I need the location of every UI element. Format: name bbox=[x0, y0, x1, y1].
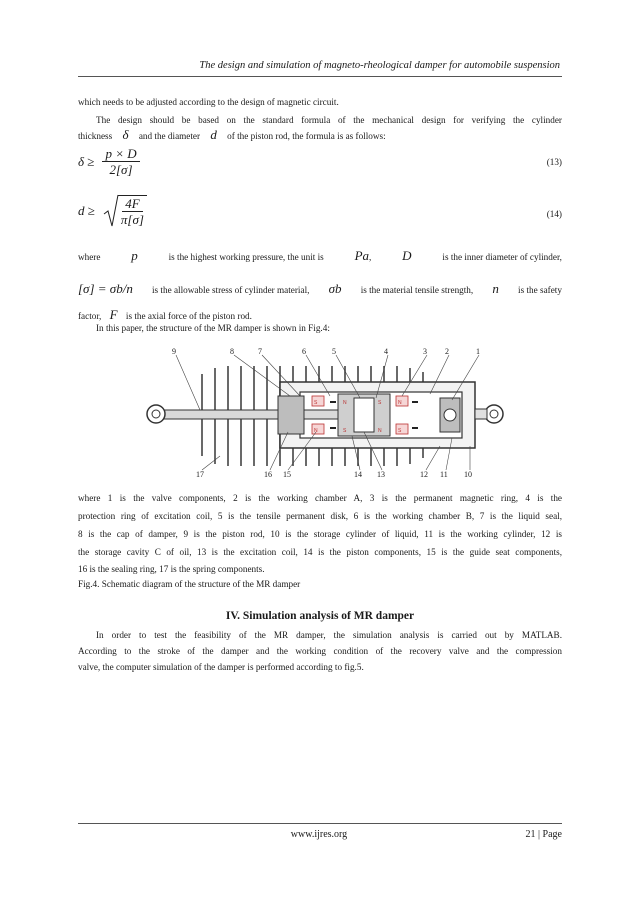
legend-line-4: the storage cavity C of oil, 13 is the excitation coil, 14 is the piston components, 15 is the guide seat components, bbox=[78, 547, 562, 557]
legend-line-2: protection ring of excitation coil, 5 is the tensile permanent disk, 6 is the working chamber B, 7 is the liquid seal, bbox=[78, 511, 562, 521]
callout-bottom: 14 bbox=[354, 470, 362, 478]
callout-top: 7 bbox=[258, 347, 262, 356]
where-comma: , bbox=[369, 252, 372, 262]
magnet-label: S bbox=[314, 400, 318, 406]
magnet-label: N bbox=[314, 428, 318, 434]
callout-bottom: 16 bbox=[264, 470, 272, 478]
callout-top: 3 bbox=[423, 347, 427, 356]
callout-top: 6 bbox=[302, 347, 306, 356]
symbol-sigma-expr: [σ] = σb/n bbox=[78, 281, 133, 296]
symbol-D: D bbox=[402, 248, 412, 263]
where-text-allowable: is the allowable stress of cylinder material, bbox=[152, 285, 310, 295]
callout-top: 5 bbox=[332, 347, 336, 356]
sim-line-3: valve, the computer simulation of the damper is performed according to fig.5. bbox=[78, 662, 364, 672]
where-text-tensile: is the material tensile strength, bbox=[360, 285, 474, 295]
sim-line-1: In order to test the feasibility of the MR damper, the simulation analysis is carried out by MATLAB. bbox=[96, 630, 562, 640]
sim-line-2: According to the stroke of the damper and the working condition of the recovery valve and the compression bbox=[78, 646, 562, 656]
where-line-1 bbox=[78, 249, 562, 264]
intro-text-a: thickness bbox=[78, 131, 113, 141]
eq14-number: (14) bbox=[546, 209, 562, 219]
eq13-numerator: p × D bbox=[102, 146, 139, 162]
callout-bottom: 11 bbox=[440, 470, 448, 478]
callout-bottom: 12 bbox=[420, 470, 428, 478]
footer-url: www.ijres.org bbox=[290, 829, 348, 840]
magnet-label: N bbox=[343, 400, 347, 406]
damper-schematic-figure bbox=[140, 346, 520, 478]
intro-line-1: which needs to be adjusted according to the design of magnetic circuit. bbox=[78, 97, 339, 107]
section-title: IV. Simulation analysis of MR damper bbox=[225, 610, 415, 622]
eq13-fraction bbox=[102, 146, 139, 177]
legend-line-3: 8 is the cap of damper, 9 is the piston rod, 10 is the storage cylinder of liquid, 11 is the working cylinder, 12 is bbox=[78, 529, 562, 539]
symbol-pa: Pa bbox=[354, 248, 370, 263]
figure-caption: Fig.4. Schematic diagram of the structure of the MR damper bbox=[78, 579, 301, 589]
callout-bottom: 13 bbox=[377, 470, 385, 478]
where-line-3 bbox=[78, 308, 562, 323]
piston-rod bbox=[162, 410, 342, 419]
legend-line-1: where 1 is the valve components, 2 is the working chamber A, 3 is the permanent magnetic ring, 4 is the bbox=[78, 493, 562, 503]
magnet-label: S bbox=[378, 400, 382, 406]
footer-rule bbox=[78, 823, 562, 824]
magnet-label: N bbox=[378, 428, 382, 434]
callout-bottom: 15 bbox=[283, 470, 291, 478]
equation-13 bbox=[78, 146, 140, 177]
excitation-coil bbox=[354, 398, 374, 432]
where-text-diameter: is the inner diameter of cylinder, bbox=[442, 252, 562, 262]
page-number: 21 | Page bbox=[525, 829, 562, 840]
where-text-pressure: is the highest working pressure, the unit is bbox=[168, 252, 324, 262]
eq13-denominator: 2[σ] bbox=[109, 162, 133, 177]
running-header: The design and simulation of magneto-rheological damper for automobile suspension bbox=[199, 60, 560, 71]
symbol-F: F bbox=[109, 307, 118, 322]
callout-top: 8 bbox=[230, 347, 234, 356]
callout-top: 1 bbox=[476, 347, 480, 356]
intro-line-3 bbox=[78, 128, 562, 143]
header-rule bbox=[78, 76, 562, 77]
callout-bottom: 10 bbox=[464, 470, 472, 478]
symbol-d: d bbox=[210, 127, 217, 142]
magnet-label: N bbox=[398, 400, 402, 406]
symbol-delta: δ bbox=[122, 127, 129, 142]
callout-top: 2 bbox=[445, 347, 449, 356]
where-text-safety: is the safety bbox=[518, 285, 562, 295]
where-text-factor: factor, bbox=[78, 311, 102, 321]
sqrt-sign-icon bbox=[103, 194, 119, 228]
symbol-sigma-b: σb bbox=[328, 281, 342, 296]
eq13-number: (13) bbox=[546, 157, 562, 167]
legend-line-5: 16 is the sealing ring, 17 is the spring components. bbox=[78, 564, 265, 574]
magnet-label: S bbox=[343, 428, 347, 434]
callout-bottom: 17 bbox=[196, 470, 204, 478]
intro-line-2: The design should be based on the standard formula of the mechanical design for verifying the cylinder bbox=[96, 115, 562, 125]
magnet-label: S bbox=[398, 428, 402, 434]
figure-intro: In this paper, the structure of the MR damper is shown in Fig.4: bbox=[96, 323, 330, 333]
intro-text-b: and the diameter bbox=[138, 131, 201, 141]
equation-14 bbox=[78, 194, 147, 228]
eq14-denominator: π[σ] bbox=[120, 212, 144, 227]
callout-top: 9 bbox=[172, 347, 176, 356]
eq14-lhs: d ≥ bbox=[78, 203, 95, 218]
where-text-axial: is the axial force of the piston rod. bbox=[125, 311, 252, 321]
eq14-fraction bbox=[118, 195, 147, 227]
eq13-lhs: δ ≥ bbox=[78, 153, 95, 169]
symbol-p: p bbox=[131, 248, 138, 263]
intro-text-c: of the piston rod, the formula is as follows: bbox=[227, 131, 386, 141]
where-word: where bbox=[78, 252, 101, 262]
callout-top: 4 bbox=[384, 347, 388, 356]
where-line-2 bbox=[78, 282, 562, 297]
guide-seat bbox=[278, 396, 304, 434]
eq14-numerator: 4F bbox=[122, 196, 142, 212]
symbol-n: n bbox=[492, 281, 499, 296]
